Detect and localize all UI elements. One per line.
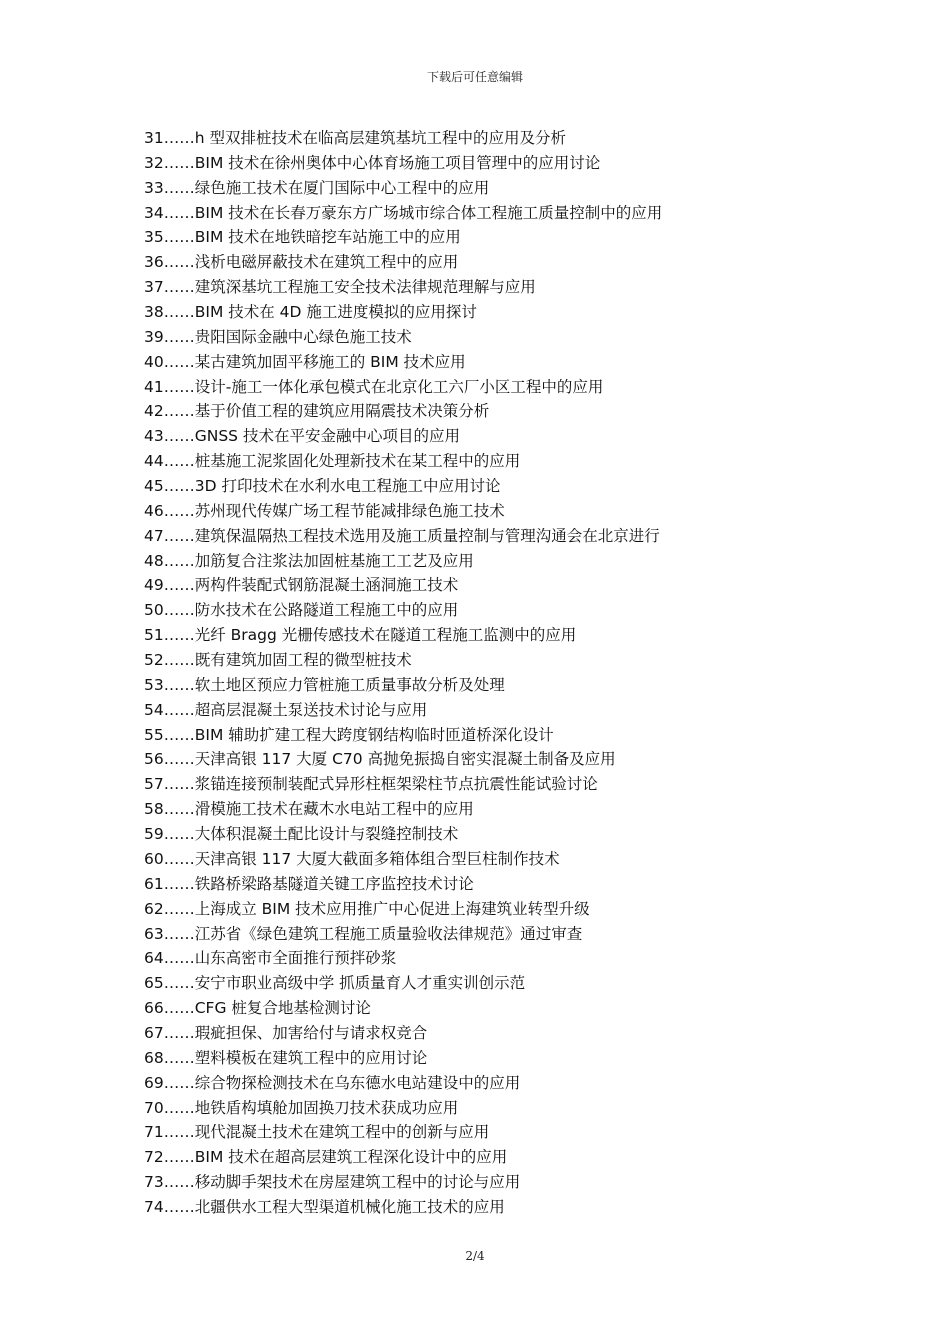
toc-entry-title: 3D 打印技术在水利水电工程施工中应用讨论 [194, 477, 501, 496]
toc-entry-number: 53 [144, 675, 164, 694]
toc-entry [144, 499, 844, 524]
toc-entry-leader: …… [163, 576, 195, 595]
toc-entry-title: BIM 技术在徐州奥体中心体育场施工项目管理中的应用讨论 [194, 153, 601, 172]
toc-entry [144, 971, 844, 996]
toc-entry-title: BIM 技术在地铁暗挖车站施工中的应用 [194, 228, 461, 247]
toc-entry-title: 铁路桥梁路基隧道关键工序监控技术讨论 [194, 874, 474, 893]
toc-entry-leader: …… [163, 725, 195, 744]
toc-entry-title: 既有建筑加固工程的微型桩技术 [194, 651, 412, 670]
toc-entry-leader: …… [163, 551, 195, 570]
toc-entry [144, 673, 844, 698]
toc-entry-leader: …… [163, 849, 195, 868]
toc-entry-title: 大体积混凝土配比设计与裂缝控制技术 [194, 825, 459, 844]
toc-entry-leader: …… [163, 1023, 195, 1042]
toc-entry [144, 946, 844, 971]
toc-entry [144, 1120, 844, 1145]
toc-entry-title: BIM 辅助扩建工程大跨度钢结构临时匝道桥深化设计 [194, 725, 554, 744]
toc-entry-number: 34 [144, 203, 164, 222]
page-header: 下载后可任意编辑 [426, 70, 523, 84]
toc-entry-leader: …… [163, 999, 195, 1018]
toc-entry-leader: …… [163, 974, 195, 993]
toc-entry-title: 防水技术在公路隧道工程施工中的应用 [194, 601, 459, 620]
toc-entry-leader: …… [163, 1048, 195, 1067]
toc-entry-leader: …… [163, 427, 195, 446]
toc-entry-number: 54 [144, 700, 164, 719]
toc-entry-title: h 型双排桩技术在临高层建筑基坑工程中的应用及分析 [194, 129, 566, 147]
toc-entry [144, 300, 844, 325]
toc-entry-number: 38 [144, 303, 164, 322]
toc-entry-leader: …… [163, 825, 195, 844]
toc-entry-title: 综合物探检测技术在乌东德水电站建设中的应用 [194, 1073, 521, 1092]
toc-entry-leader: …… [163, 129, 195, 147]
toc-entry-title: 天津高银 117 大厦 C70 高抛免振捣自密实混凝土制备及应用 [194, 750, 616, 769]
toc-entry-number: 70 [144, 1098, 164, 1117]
toc-entry-title: 某古建筑加固平移施工的 BIM 技术应用 [194, 352, 466, 371]
toc-entry [144, 1096, 844, 1121]
toc-entry-number: 49 [144, 576, 164, 595]
toc-entry-number: 31 [144, 129, 164, 147]
toc-entry-title: 滑模施工技术在藏木水电站工程中的应用 [194, 800, 474, 819]
toc-entry-leader: …… [163, 501, 195, 520]
toc-entry-leader: …… [163, 800, 195, 819]
toc-entry-leader: …… [163, 1148, 195, 1167]
toc-entry [144, 375, 844, 400]
toc-entry [144, 1071, 844, 1096]
toc-entry-title: 瑕疵担保、加害给付与请求权竞合 [194, 1023, 428, 1042]
toc-entry-leader: …… [163, 526, 195, 545]
toc-entry-number: 68 [144, 1048, 164, 1067]
toc-entry-leader: …… [163, 874, 195, 893]
toc-entry-number: 72 [144, 1148, 164, 1167]
toc-entry [144, 872, 844, 897]
toc-entry-title: 桩基施工泥浆固化处理新技术在某工程中的应用 [194, 452, 521, 471]
toc-entry [144, 275, 844, 300]
toc-entry-title: 江苏省《绿色建筑工程施工质量验收法律规范》通过审查 [194, 924, 583, 943]
toc-entry-title: BIM 技术在长春万豪东方广场城市综合体工程施工质量控制中的应用 [194, 203, 663, 222]
toc-entry-leader: …… [163, 477, 195, 496]
toc-entry-number: 66 [144, 999, 164, 1018]
toc-entry-title: BIM 技术在 4D 施工进度模拟的应用探讨 [194, 303, 477, 322]
toc-entry [144, 325, 844, 350]
toc-entry-number: 59 [144, 825, 164, 844]
toc-entry [144, 524, 844, 549]
toc-entry-leader: …… [163, 153, 195, 172]
toc-entry [144, 176, 844, 201]
toc-entry-number: 63 [144, 924, 164, 943]
toc-entry-number: 74 [144, 1197, 164, 1216]
toc-entry [144, 1021, 844, 1046]
toc-entry-number: 33 [144, 178, 164, 197]
toc-entry-leader: …… [163, 203, 195, 222]
toc-entry-leader: …… [163, 278, 195, 297]
toc-entry-title: BIM 技术在超高层建筑工程深化设计中的应用 [194, 1148, 508, 1167]
toc-entry-leader: …… [163, 1073, 195, 1092]
toc-entry [144, 723, 844, 748]
toc-entry-leader: …… [163, 303, 195, 322]
toc-entry-leader: …… [163, 626, 195, 645]
toc-entry [144, 922, 844, 947]
toc-entry-title: 贵阳国际金融中心绿色施工技术 [194, 327, 412, 346]
toc-entry-number: 61 [144, 874, 164, 893]
toc-entry-title: 山东高密市全面推行预拌砂浆 [194, 949, 397, 968]
toc-entry [144, 797, 844, 822]
toc-entry [144, 847, 844, 872]
toc-entry [144, 350, 844, 375]
toc-entry [144, 822, 844, 847]
toc-entry [144, 1046, 844, 1071]
toc-entry-number: 50 [144, 601, 164, 620]
toc-entry-number: 41 [144, 377, 164, 396]
toc-entry-leader: …… [163, 924, 195, 943]
toc-entry-title: 天津高银 117 大厦大截面多箱体组合型巨柱制作技术 [194, 849, 560, 868]
toc-entry [144, 1195, 844, 1220]
toc-entry-number: 71 [144, 1123, 164, 1142]
toc-entry-leader: …… [163, 228, 195, 247]
toc-entry [144, 151, 844, 176]
toc-entry-leader: …… [163, 601, 195, 620]
toc-entry-title: 绿色施工技术在厦门国际中心工程中的应用 [194, 178, 490, 197]
toc-entry [144, 1145, 844, 1170]
toc-entry [144, 1170, 844, 1195]
toc-entry-number: 42 [144, 402, 164, 421]
toc-entry [144, 772, 844, 797]
toc-entry [144, 549, 844, 574]
toc-entry-leader: …… [163, 651, 195, 670]
toc-entry-leader: …… [163, 775, 195, 794]
toc-entry-title: 浆锚连接预制装配式异形柱框架梁柱节点抗震性能试验讨论 [194, 775, 598, 794]
toc-entry-number: 46 [144, 501, 164, 520]
toc-entry-leader: …… [163, 949, 195, 968]
toc-entry-title: 地铁盾构填舱加固换刀技术获成功应用 [194, 1098, 459, 1117]
toc-entry-number: 47 [144, 526, 164, 545]
toc-entry-title: GNSS 技术在平安金融中心项目的应用 [194, 427, 460, 446]
toc-entry-title: 现代混凝土技术在建筑工程中的创新与应用 [194, 1123, 490, 1142]
toc-entry [144, 996, 844, 1021]
toc-entry [144, 474, 844, 499]
toc-entry-leader: …… [163, 352, 195, 371]
toc-entry [144, 399, 844, 424]
toc-entry-title: 浅析电磁屏蔽技术在建筑工程中的应用 [194, 253, 459, 272]
toc-entry-title: 光纤 Bragg 光栅传感技术在隧道工程施工监测中的应用 [194, 626, 577, 645]
toc-entry-leader: …… [163, 178, 195, 197]
toc-entry-number: 39 [144, 327, 164, 346]
toc-entry-leader: …… [163, 1173, 195, 1192]
toc-entry-title: 建筑深基坑工程施工安全技术法律规范理解与应用 [194, 278, 536, 297]
toc-entry-number: 32 [144, 153, 164, 172]
toc-entry [144, 225, 844, 250]
toc-entry-title: 安宁市职业高级中学 抓质量育人才重实训创示范 [194, 974, 526, 993]
toc-entry [144, 126, 844, 151]
toc-entry-title: CFG 桩复合地基检测讨论 [194, 999, 371, 1018]
toc-entry-number: 36 [144, 253, 164, 272]
toc-entry [144, 747, 844, 772]
toc-entry [144, 623, 844, 648]
toc-entry [144, 573, 844, 598]
toc-entry-leader: …… [163, 899, 195, 918]
toc-entry-number: 45 [144, 477, 164, 496]
toc-entry-number: 73 [144, 1173, 164, 1192]
toc-entry-title: 塑料模板在建筑工程中的应用讨论 [194, 1048, 428, 1067]
toc-entry-number: 55 [144, 725, 164, 744]
toc-entry-number: 35 [144, 228, 164, 247]
toc-entry-leader: …… [163, 452, 195, 471]
toc-entry [144, 598, 844, 623]
toc-entry-title: 北疆供水工程大型渠道机械化施工技术的应用 [194, 1197, 505, 1216]
toc-entry-number: 57 [144, 775, 164, 794]
toc-entry-number: 43 [144, 427, 164, 446]
toc-entry [144, 250, 844, 275]
toc-entry [144, 698, 844, 723]
toc-list [144, 126, 844, 1220]
toc-entry-number: 52 [144, 651, 164, 670]
toc-entry-leader: …… [163, 750, 195, 769]
toc-entry-number: 48 [144, 551, 164, 570]
toc-entry-leader: …… [163, 377, 195, 396]
toc-entry [144, 449, 844, 474]
toc-entry-title: 超高层混凝土泵送技术讨论与应用 [194, 700, 428, 719]
toc-entry-title: 基于价值工程的建筑应用隔震技术决策分析 [194, 402, 490, 421]
toc-entry-title: 两构件装配式钢筋混凝土涵洞施工技术 [194, 576, 459, 595]
toc-entry-number: 67 [144, 1023, 164, 1042]
toc-entry-number: 40 [144, 352, 164, 371]
page-number: 2/4 [465, 1249, 485, 1263]
toc-entry-title: 苏州现代传媒广场工程节能减排绿色施工技术 [194, 501, 505, 520]
toc-entry-number: 69 [144, 1073, 164, 1092]
toc-entry-leader: …… [163, 1098, 195, 1117]
toc-entry-number: 65 [144, 974, 164, 993]
toc-entry-title: 软土地区预应力管桩施工质量事故分析及处理 [194, 675, 505, 694]
toc-entry-leader: …… [163, 1123, 195, 1142]
toc-entry-leader: …… [163, 1197, 195, 1216]
toc-entry [144, 897, 844, 922]
toc-entry [144, 201, 844, 226]
toc-entry [144, 424, 844, 449]
toc-entry-title: 上海成立 BIM 技术应用推广中心促进上海建筑业转型升级 [194, 899, 590, 918]
toc-entry-leader: …… [163, 402, 195, 421]
toc-entry-leader: …… [163, 675, 195, 694]
toc-entry-number: 60 [144, 849, 164, 868]
toc-entry-number: 64 [144, 949, 164, 968]
toc-entry-title: 建筑保温隔热工程技术选用及施工质量控制与管理沟通会在北京进行 [194, 526, 660, 545]
toc-entry-number: 62 [144, 899, 164, 918]
toc-entry-title: 移动脚手架技术在房屋建筑工程中的讨论与应用 [194, 1173, 521, 1192]
toc-entry-title: 加筋复合注浆法加固桩基施工工艺及应用 [194, 551, 474, 570]
toc-entry-number: 37 [144, 278, 164, 297]
toc-entry-title: 设计-施工一体化承包模式在北京化工六厂小区工程中的应用 [194, 377, 604, 396]
toc-entry-number: 56 [144, 750, 164, 769]
toc-entry [144, 648, 844, 673]
toc-entry-number: 44 [144, 452, 164, 471]
toc-entry-leader: …… [163, 327, 195, 346]
toc-entry-number: 58 [144, 800, 164, 819]
toc-entry-number: 51 [144, 626, 164, 645]
toc-entry-leader: …… [163, 700, 195, 719]
toc-entry-leader: …… [163, 253, 195, 272]
